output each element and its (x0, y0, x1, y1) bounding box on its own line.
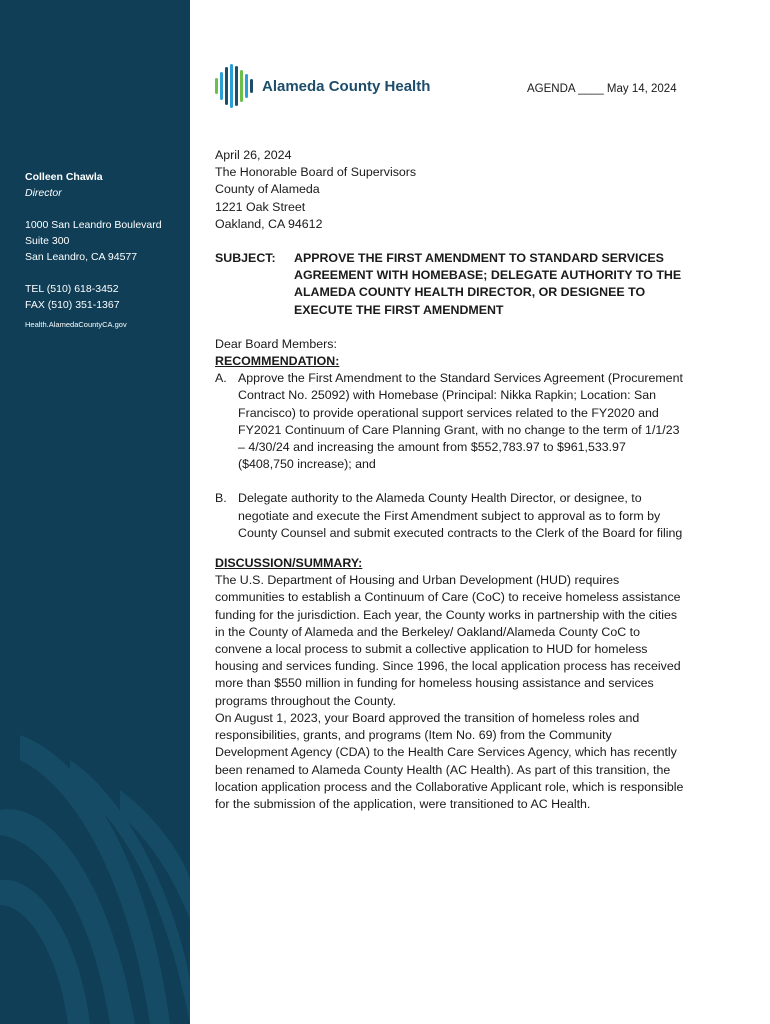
discussion-paragraph: On August 1, 2023, your Board approved the transition of homeless roles and responsibilities, grants, and programs (Item No. 69) from the Community Development Agency (CDA) to the Health Care Services Agency, which has recently been renamed to Alameda County Health (AC Health). As part of this transition, the location application process and the Collaborative Applicant role, which is responsible for the submission of the application, were transitioned to AC Health. (215, 710, 684, 811)
recipient-address (215, 164, 685, 233)
letter-body (215, 147, 685, 813)
logo-mark-icon (214, 64, 256, 108)
recipient-line: County of Alameda (215, 182, 320, 197)
sidebar-wave-decoration (0, 0, 190, 1024)
subject-block (215, 250, 685, 319)
director-name: Colleen Chawla (25, 171, 103, 183)
telephone: TEL (510) 618-3452 (25, 283, 119, 295)
sidebar (0, 0, 190, 1024)
recipient-line: The Honorable Board of Supervisors (215, 165, 417, 180)
subject-text: APPROVE THE FIRST AMENDMENT TO STANDARD SERVICES AGREEMENT WITH HOMEBASE; DELEGATE AUTHORITY TO THE ALAMEDA COUNTY HEALTH DIRECTOR, OR DESIGNEE TO EXECUTE THE FIRST AMENDMENT (294, 251, 682, 317)
recommendation-item (215, 490, 685, 542)
address-line-1: 1000 San Leandro Boulevard (25, 219, 162, 231)
discussion-paragraph: The U.S. Department of Housing and Urban Development (HUD) requires communities to establish a Continuum of Care (CoC) to receive homeless assistance funding for the jurisdiction. Each year, the County works in partnership with the cities in the County of Alameda and the Berkeley/ Oakland/Alameda County CoC to convene a local process to submit a collective application to HUD for homeless housing and services funding. Since 1996, the local application process has received more than $550 million in funding for homeless housing assistance and services programs throughout the County. (215, 573, 681, 708)
item-text: Delegate authority to the Alameda County Health Director, or designee, to negotiate and execute the First Amendment subject to approval as to form by County Counsel and submit executed contracts to the Clerk of the Board for filing (238, 491, 683, 540)
fax: FAX (510) 351-1367 (25, 299, 120, 311)
address-line-2: Suite 300 (25, 235, 70, 247)
item-letter: A. (215, 371, 227, 386)
item-text: Approve the First Amendment to the Standard Services Agreement (Procurement Contract No. 25092) with Homebase (Principal: Nikka Rapkin; Location: San Francisco) to provide operational support services related to the FY2020 and FY2021 Continuum of Care Planning Grant, with no change to the term of 1/1/23 – 4/30/24 and increasing the amount from $552,783.97 to $961,533.97 ($408,750 increase); and (238, 371, 683, 472)
agenda-line: AGENDA ____ May 14, 2024 (527, 83, 677, 95)
item-letter: B. (215, 491, 227, 506)
contact-block (25, 169, 185, 333)
website-link[interactable]: Health.AlamedaCountyCA.gov (25, 320, 127, 329)
agency-logo (214, 64, 430, 108)
recipient-line: Oakland, CA 94612 (215, 216, 323, 231)
recommendation-item (215, 370, 685, 473)
discussion-heading: DISCUSSION/SUMMARY: (215, 556, 363, 571)
letter-date: April 26, 2024 (215, 148, 292, 162)
address-line-3: San Leandro, CA 94577 (25, 251, 138, 263)
director-title: Director (25, 187, 62, 199)
logo-text: Alameda County Health (262, 77, 431, 95)
recommendation-heading: RECOMMENDATION: (215, 354, 340, 369)
salutation: Dear Board Members: (215, 336, 337, 351)
subject-label: SUBJECT: (215, 251, 276, 266)
recipient-line: 1221 Oak Street (215, 199, 306, 214)
